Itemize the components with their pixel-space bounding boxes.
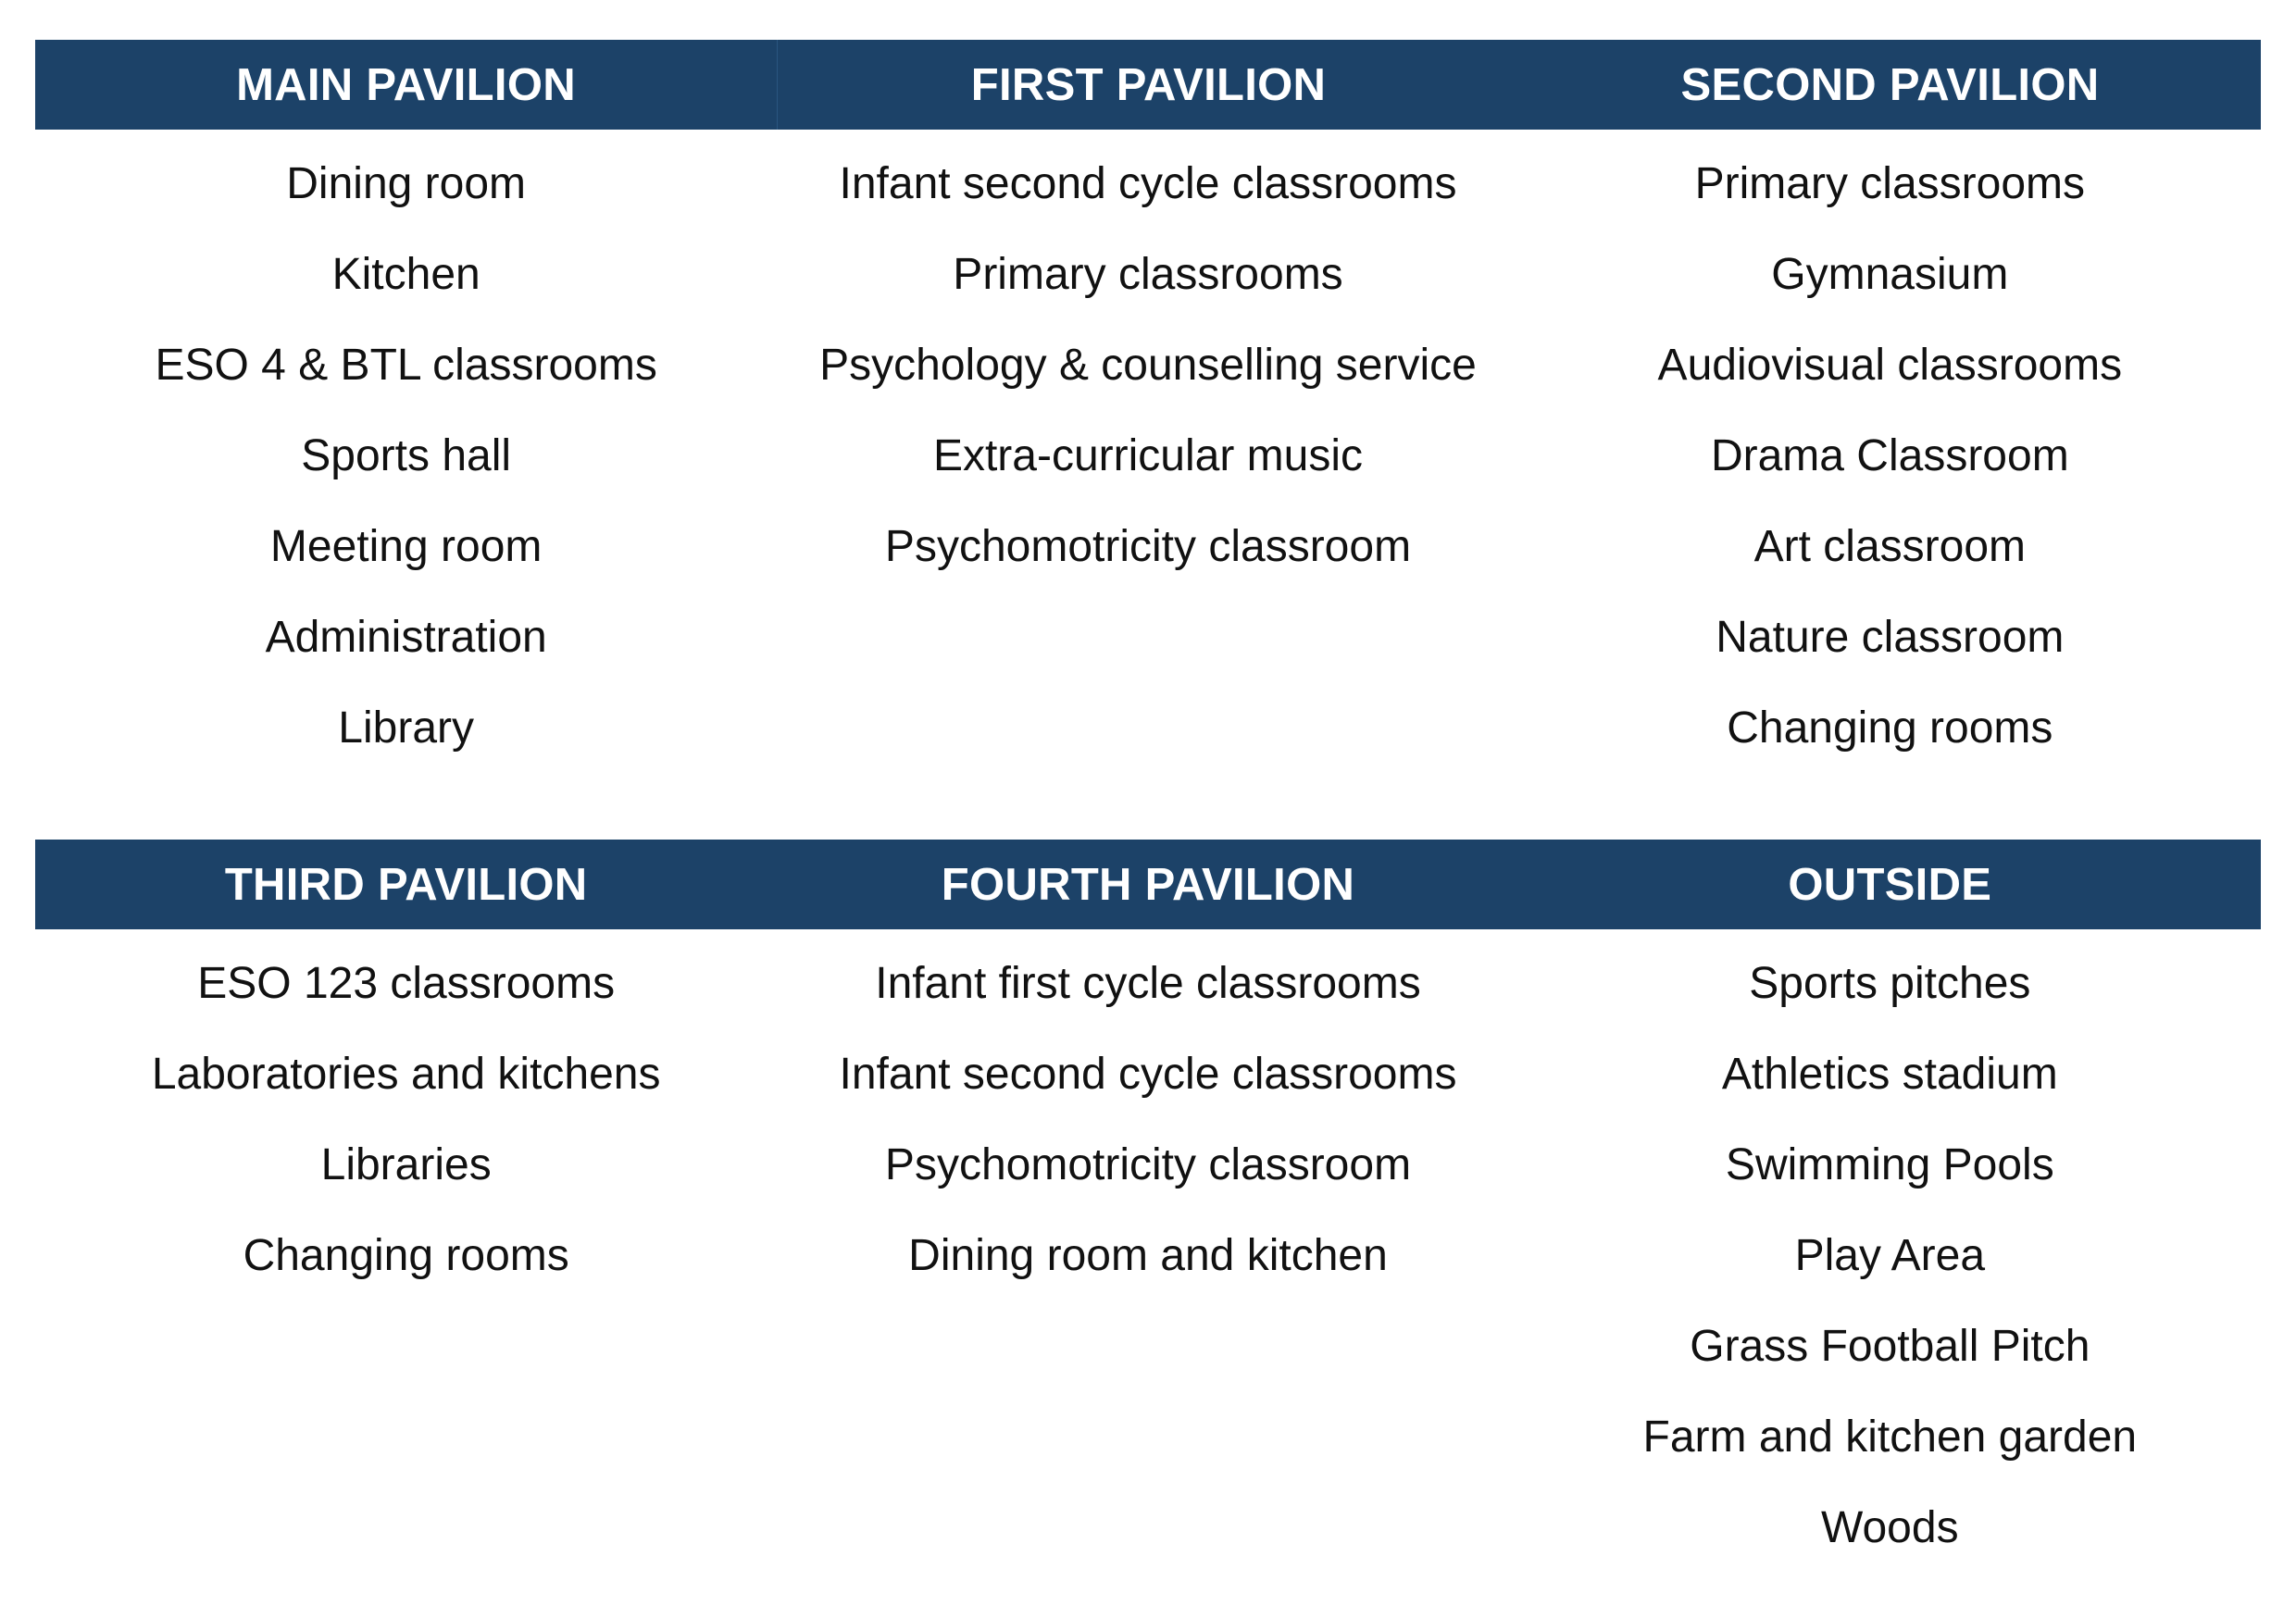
list-item: Audiovisual classrooms (1657, 341, 2123, 390)
list-item: Changing rooms (1727, 703, 2053, 753)
column-second-pavilion (1519, 139, 2261, 774)
list-item: Farm and kitchen garden (1642, 1413, 2138, 1462)
list-item: Primary classrooms (1694, 159, 2086, 208)
list-item: ESO 123 classrooms (197, 959, 616, 1008)
list-item: Play Area (1794, 1231, 1986, 1280)
column-outside (1519, 939, 2261, 1574)
heading-first-pavilion: FIRST PAVILION (970, 59, 1327, 110)
list-item: Primary classrooms (953, 250, 1343, 299)
list-item: Psychomotricity classroom (884, 522, 1412, 571)
column-first-pavilion (777, 139, 1518, 774)
list-item: Dining room and kitchen (908, 1231, 1388, 1280)
list-item: Grass Football Pitch (1690, 1322, 2090, 1371)
list-item: Infant second cycle classrooms (839, 159, 1457, 208)
list-item: Administration (265, 613, 547, 662)
heading-main-pavilion: MAIN PAVILION (35, 40, 778, 130)
heading-third-pavilion: THIRD PAVILION (224, 859, 588, 910)
list-item: Athletics stadium (1721, 1050, 2058, 1099)
heading-outside: OUTSIDE (1788, 859, 1992, 910)
list-item: Kitchen (331, 250, 480, 299)
list-item: Woods (1821, 1503, 1959, 1552)
list-item: Infant first cycle classrooms (875, 959, 1421, 1008)
list-item: Nature classroom (1716, 613, 2065, 662)
list-item: Dining room (286, 159, 527, 208)
list-item: Meeting room (269, 522, 543, 571)
list-item: Psychology & counselling service (819, 341, 1477, 390)
list-item: Changing rooms (243, 1231, 569, 1280)
list-item: Psychomotricity classroom (884, 1140, 1412, 1189)
list-item: Libraries (320, 1140, 492, 1189)
list-item: Gymnasium (1771, 250, 2009, 299)
header-row-top (35, 40, 2261, 130)
list-item: ESO 4 & BTL classrooms (155, 341, 657, 390)
pavilions-table-top (35, 40, 2261, 774)
list-item: Drama Classroom (1710, 431, 2069, 480)
list-item: Extra-curricular music (932, 431, 1364, 480)
header-row-bottom (35, 840, 2261, 929)
list-item: Swimming Pools (1725, 1140, 2054, 1189)
list-item: Library (338, 703, 475, 753)
heading-second-pavilion: SECOND PAVILION (1680, 59, 2100, 110)
list-item: Infant second cycle classrooms (839, 1050, 1457, 1099)
column-third-pavilion (35, 939, 777, 1574)
pavilions-table-bottom (35, 840, 2261, 1574)
heading-fourth-pavilion: FOURTH PAVILION (941, 859, 1355, 910)
list-item: Art classroom (1753, 522, 2027, 571)
column-main-pavilion (35, 139, 777, 774)
list-item: Sports hall (301, 431, 512, 480)
list-item: Laboratories and kitchens (151, 1050, 661, 1099)
column-fourth-pavilion (777, 939, 1518, 1574)
list-item: Sports pitches (1749, 959, 2031, 1008)
